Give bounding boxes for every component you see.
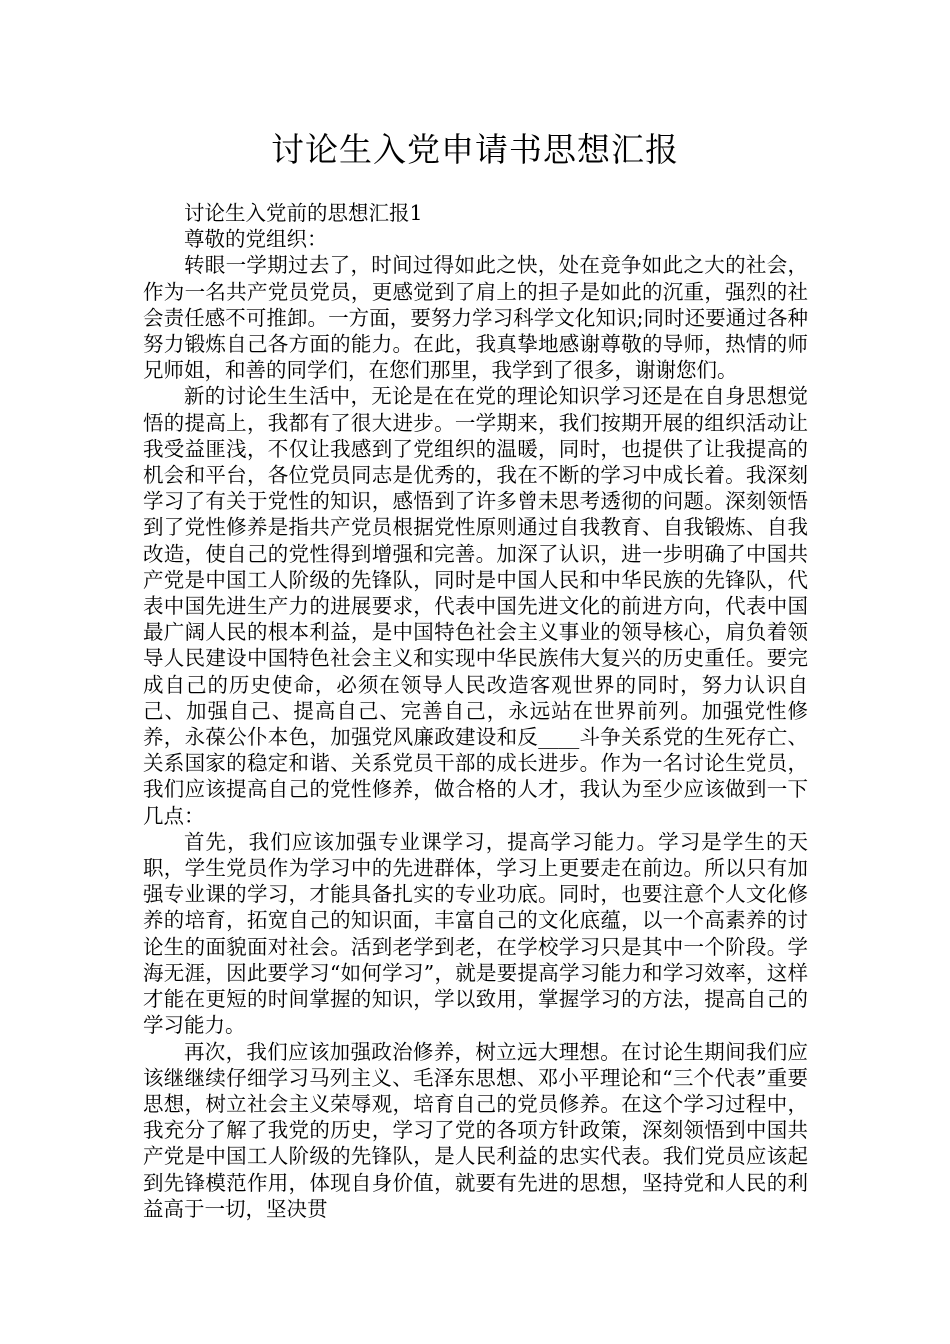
body-paragraph: 再次，我们应该加强政治修养，树立远大理想。在讨论生期间我们应该继继续仔细学习马列主义、毛泽东思想、邓小平理论和“三个代表”重要思想，树立社会主义荣辱观，培育自己的党员修养。在这个学习过程中，我充分了解了我党的历史，学习了党的各项方针政策，深刻领悟到中国共产党是中国工人阶级的先锋队，是人民利益的忠实代表。我们党员应该起到先锋模范作用，体现自身价值，就要有先进的思想，坚持党和人民的利益高于一切，坚决贯 bbox=[143, 1039, 808, 1221]
body-paragraph: 首先，我们应该加强专业课学习，提高学习能力。学习是学生的天职，学生党员作为学习中的先进群体，学习上更要走在前边。所以只有加强专业课的学习，才能具备扎实的专业功底。同时，也要注意个人文化修养的培育，拓宽自己的知识面，丰富自己的文化底蕴，以一个高素养的讨论生的面貌面对社会。活到老学到老，在学校学习只是其中一个阶段。学海无涯，因此要学习“如何学习”，就是要提高学习能力和学习效率，这样才能在更短的时间掌握的知识，学以致用，掌握学习的方法，提高自己的学习能力。 bbox=[143, 829, 808, 1038]
document-body bbox=[143, 200, 808, 1222]
subtitle-paragraph: 讨论生入党前的思想汇报1 bbox=[184, 201, 423, 225]
salutation-paragraph: 尊敬的党组织： bbox=[184, 227, 328, 252]
body-paragraph: 转眼一学期过去了，时间过得如此之快，处在竞争如此之大的社会，作为一名共产党员党员，更感觉到了肩上的担子是如此的沉重，强烈的社会责任感不可推卸。一方面，要努力学习科学文化知识;同时还要通过各种努力锻炼自己各方面的能力。在此，我真挚地感谢尊敬的导师，热情的师兄师姐，和善的同学们，在您们那里，我学到了很多，谢谢您们。 bbox=[143, 253, 808, 383]
document-title: 讨论生入党申请书思想汇报 bbox=[271, 130, 679, 169]
body-paragraph: 新的讨论生生活中，无论是在在党的理论知识学习还是在自身思想觉悟的提高上，我都有了很大进步。一学期来，我们按期开展的组织活动让我受益匪浅，不仅让我感到了党组织的温暖，同时，也提供了让我提高的机会和平台，各位党员同志是优秀的，我在不断的学习中成长着。我深刻学习了有关于党性的知识，感悟到了许多曾未思考透彻的问题。深刻领悟到了党性修养是指共产党员根据党性原则通过自我教育、自我锻炼、自我改造，使自己的党性得到增强和完善。加深了认识，进一步明确了中国共产党是中国工人阶级的先锋队，同时是中国人民和中华民族的先锋队，代表中国先进生产力的进展要求，代表中国先进文化的前进方向，代表中国最广阔人民的根本利益，是中国特色社会主义事业的领导核心，肩负着领导人民建设中国特色社会主义和实现中华民族伟大复兴的历史重任。要完成自己的历史使命，必须在领导人民改造客观世界的同时，努力认识自己、加强自己、提高自己、完善自己，永远站在世界前列。加强党性修养，永葆公仆本色，加强党风廉政建设和反____斗争关系党的生死存亡、关系国家的稳定和谐、关系党员干部的成长进步。作为一名讨论生党员，我们应该提高自己的党性修养，做合格的人才，我认为至少应该做到一下几点： bbox=[143, 384, 808, 828]
